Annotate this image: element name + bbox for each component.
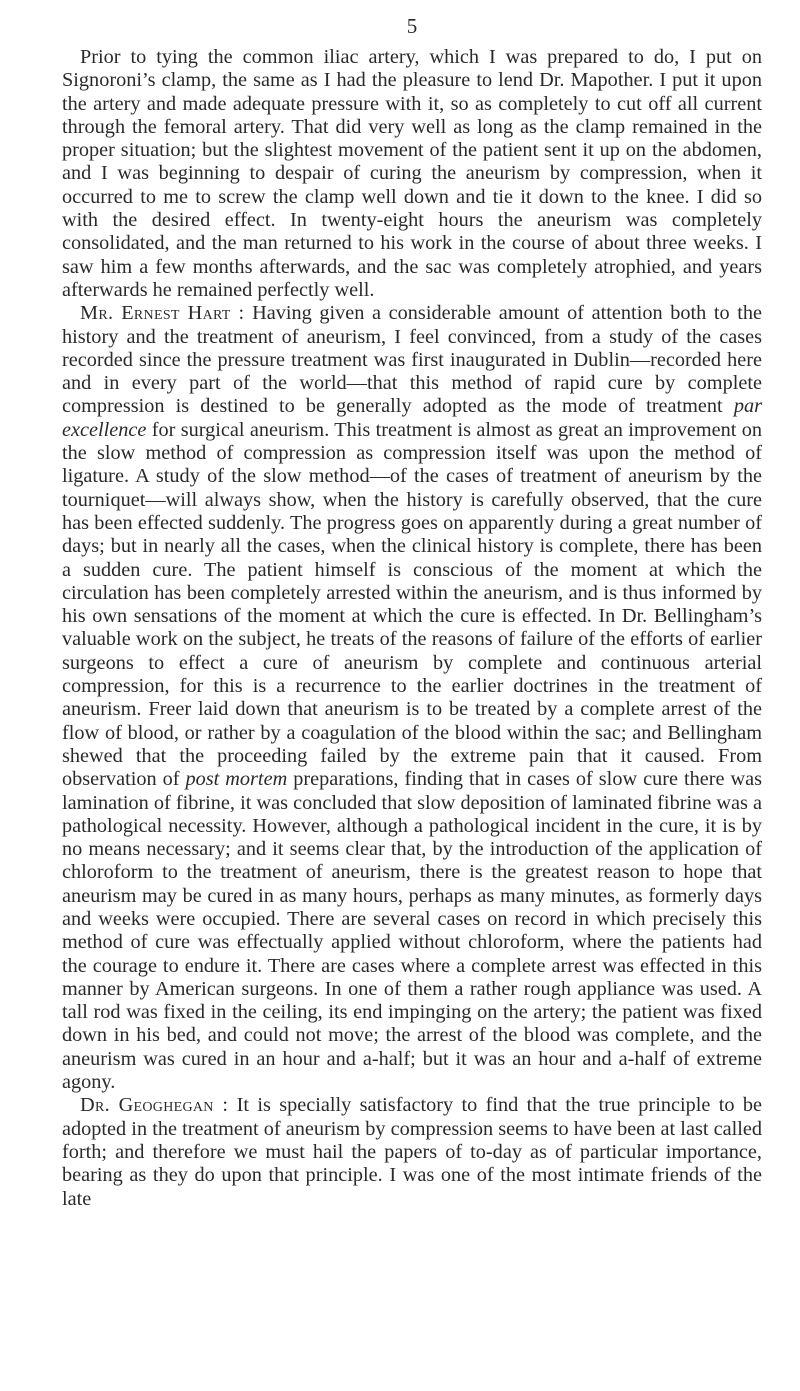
paragraph-2-body xyxy=(62,302,762,1094)
paragraph-2-text-a: Having given a considerable amount of attention both to the history and the treatment of aneurism, I feel convinced, from a study of the cases recorded since the pressure treatment was first inaugurated in Dublin—recorded here and in every part of the world—that this method of rapid cure by complete compression is destined to be generally adopted as the mode of treatment xyxy=(62,302,762,418)
page-number: 5 xyxy=(406,14,418,38)
paragraph-2-text-c: preparations, finding that in cases of slow cure there was lamination of fibrine, it was concluded that slow deposition of laminated fibrine was a pathological necessity. However, although a pathological incident in the cure, it is by no means necessary; and it seems clear that, by the introduction of the application of chloroform to the treatment of aneurism, there is the greatest reason to hope that aneurism may be cured in as many hours, perhaps as many minutes, as formerly days and weeks were occupied. There are several cases on record in which precisely this method of cure was effectually applied without chloroform, where the patients had the courage to endure it. There are cases where a complete arrest was effected in this manner by American surgeons. In one of them a rather rough appliance was used. A tall rod was fixed in the ceiling, its end impinging on the artery; the patient was fixed down in his bed, and could not move; the arrest of the blood was complete, and the aneurism was cured in an hour and a-half; but it was an hour and a-half of extreme agony. xyxy=(62,768,762,1094)
paragraph-3 xyxy=(62,1094,762,1210)
paragraph-1 xyxy=(62,46,762,302)
speaker-name: Mr. Ernest Hart : xyxy=(80,302,245,325)
italic-phrase: par excellence xyxy=(62,395,762,441)
paragraph-1-text: Prior to tying the common iliac artery, which I was prepared to do, I put on Signoroni’s clamp, the same as I had the pleasure to lend Dr. Mapother. I put it upon the artery and made adequate pressure with it, so as completely to cut off all current through the femoral artery. That did very well as long as the clamp remained in the proper situation; but the slightest movement of the patient sent it up on the abdomen, and I was beginning to despair of curing the aneurism by compression, when it occurred to me to screw the clamp well down and tie it down to the knee. I did so with the desired effect. In twenty-eight hours the aneurism was completely consolidated, and the man returned to his work in the course of about three weeks. I saw him a few months afterwards, and the sac was completely atrophied, and years afterwards he remained perfectly well. xyxy=(62,46,762,301)
paragraph-2-text-b: for surgical aneurism. This treatment is almost as great an improvement on the slow method of compression as compression itself was upon the method of ligature. A study of the slow method—of the cases of treatment of aneurism by the tourniquet—will always show, when the history is carefully observed, that the cure has been effected suddenly. The progress goes on apparently during a great number of days; but in nearly all the cases, when the clinical history is complete, there has been a sudden cure. The patient himself is conscious of the moment at which the circulation has been completely arrested within the aneurism, and is thus informed by his own sensations of the moment at which the cure is effected. In Dr. Bellingham’s valuable work on the subject, he treats of the reasons of failure of the efforts of earlier surgeons to effect a cure of aneurism by complete and continuous arterial compression, for this is a recurrence to the earlier doctrines in the treatment of aneurism. Freer laid down that aneurism is to be treated by a complete arrest of the flow of blood, or rather by a coagulation of the blood within the sac; and Bellingham shewed that the proceeding failed by the extreme pain that it caused. From observation of xyxy=(62,418,762,791)
paragraph-2 xyxy=(62,302,762,1094)
paragraph-3-text: It is specially satisfactory to find that the true principle to be adopted in the treatment of aneurism by compression seems to have been at last called forth; and therefore we must hail the papers of to-day as of particular importance, bearing as they do upon that principle. I was one of the most intimate friends of the late xyxy=(62,1094,762,1210)
italic-phrase: post mortem xyxy=(185,768,288,791)
paragraph-3-body xyxy=(62,1094,762,1210)
speaker-name: Dr. Geoghegan : xyxy=(80,1094,229,1117)
